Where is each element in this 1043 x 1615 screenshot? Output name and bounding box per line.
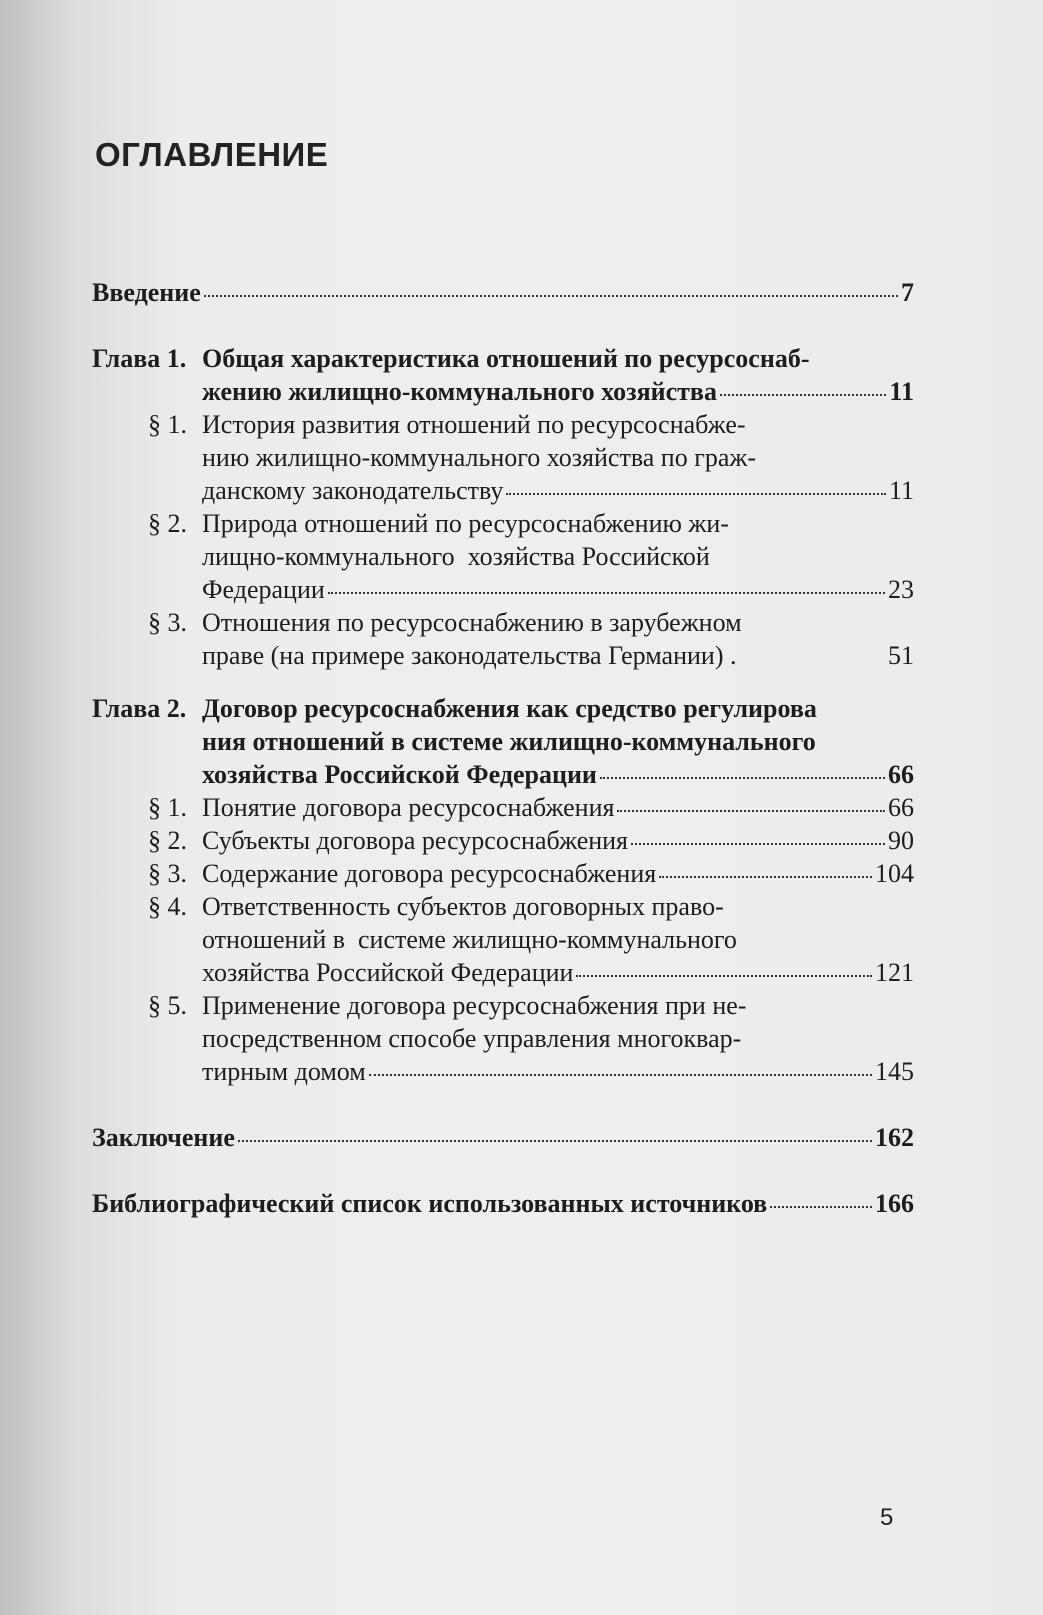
entry-title-line: Понятие договора ресурсоснабжения bbox=[202, 793, 615, 822]
section-label: § 3. bbox=[148, 608, 187, 637]
entry-title-line: Общая характеристика отношений по ресурсоснаб- bbox=[202, 344, 810, 373]
table-of-contents bbox=[92, 276, 914, 1220]
dot-leader bbox=[576, 975, 872, 977]
dot-leader bbox=[617, 810, 885, 812]
toc-entry-section-2-2[interactable] bbox=[148, 824, 914, 857]
toc-entry-bibliography[interactable] bbox=[92, 1187, 914, 1220]
dot-leader bbox=[369, 1074, 872, 1076]
entry-page: 11 bbox=[888, 476, 914, 505]
dot-leader bbox=[238, 1140, 872, 1142]
entry-title-line: Содержание договора ресурсоснабжения bbox=[202, 859, 657, 888]
entry-title-line: хозяйства Российской Федерации bbox=[202, 958, 574, 987]
entry-title-line: хозяйства Российской Федерации bbox=[202, 760, 597, 789]
section-label: § 2. bbox=[148, 509, 187, 538]
entry-page: 7 bbox=[901, 278, 914, 307]
toc-entry-section-1-3[interactable] bbox=[148, 606, 914, 672]
entry-title-line: ния отношений в системе жилищно-коммунального bbox=[202, 727, 816, 756]
entry-page: 121 bbox=[875, 958, 914, 987]
page-number: 5 bbox=[880, 1504, 894, 1531]
toc-entry-section-2-5[interactable] bbox=[148, 989, 914, 1088]
entry-title-line: Применение договора ресурсоснабжения при не- bbox=[202, 991, 747, 1020]
entry-page: 90 bbox=[888, 826, 914, 855]
entry-title-line: жению жилищно-коммунального хозяйства bbox=[202, 377, 717, 406]
toc-entry-chapter-2[interactable] bbox=[92, 692, 914, 791]
entry-title-line: Ответственность субъектов договорных право- bbox=[202, 892, 724, 921]
entry-title-line: праве (на примере законодательства Германии) . bbox=[202, 641, 737, 670]
entry-title-line: отношений в системе жилищно-коммунального bbox=[202, 925, 737, 954]
dot-leader bbox=[631, 843, 885, 845]
dot-leader bbox=[659, 876, 872, 878]
dot-leader bbox=[506, 493, 886, 495]
entry-page: 23 bbox=[888, 575, 914, 604]
entry-page: 66 bbox=[888, 760, 914, 789]
entry-title: Введение bbox=[92, 278, 201, 307]
entry-title-line: посредственном способе управления многоквар- bbox=[202, 1024, 742, 1053]
entry-title-line: Отношения по ресурсоснабжению в зарубежном bbox=[202, 608, 742, 637]
dot-leader bbox=[204, 295, 898, 297]
section-label: § 3. bbox=[148, 859, 187, 888]
toc-entry-section-2-3[interactable] bbox=[148, 857, 914, 890]
entry-title-line: лищно-коммунального хозяйства Российской bbox=[202, 542, 710, 571]
entry-page: 166 bbox=[875, 1189, 914, 1218]
chapter-label: Глава 1. bbox=[92, 344, 187, 373]
section-label: § 4. bbox=[148, 892, 187, 921]
section-label: § 2. bbox=[148, 826, 187, 855]
dot-leader bbox=[770, 1206, 872, 1208]
toc-entry-section-1-2[interactable] bbox=[148, 507, 914, 606]
entry-page: 145 bbox=[875, 1057, 914, 1086]
entry-page: 162 bbox=[875, 1123, 914, 1152]
section-label: § 1. bbox=[148, 793, 187, 822]
entry-title-line: Субъекты договора ресурсоснабжения bbox=[202, 826, 629, 855]
toc-entry-introduction[interactable] bbox=[92, 276, 914, 309]
entry-title-line: данскому законодательству bbox=[202, 476, 504, 505]
entry-title-line: Договор ресурсоснабжения как средство регулирова bbox=[202, 694, 817, 723]
chapter-label: Глава 2. bbox=[92, 694, 187, 723]
dot-leader bbox=[600, 777, 885, 779]
entry-title: Заключение bbox=[92, 1123, 235, 1152]
toc-entry-conclusion[interactable] bbox=[92, 1121, 914, 1154]
section-label: § 1. bbox=[148, 410, 187, 439]
entry-title: Библиографический список использованных источников bbox=[92, 1189, 768, 1218]
dot-leader bbox=[328, 592, 885, 594]
entry-title-line: тирным домом bbox=[202, 1057, 366, 1086]
toc-heading: ОГЛАВЛЕНИЕ bbox=[95, 136, 329, 173]
entry-page: 104 bbox=[875, 859, 914, 888]
toc-entry-section-2-1[interactable] bbox=[148, 791, 914, 824]
entry-title-line: нию жилищно-коммунального хозяйства по граж- bbox=[202, 443, 757, 472]
dot-leader bbox=[720, 394, 886, 396]
entry-title-line: Федерации bbox=[202, 575, 325, 604]
entry-title-line: Природа отношений по ресурсоснабжению жи- bbox=[202, 509, 729, 538]
entry-page: 11 bbox=[889, 377, 914, 406]
toc-entry-section-2-4[interactable] bbox=[148, 890, 914, 989]
toc-entry-chapter-1[interactable] bbox=[92, 342, 914, 408]
toc-entry-section-1-1[interactable] bbox=[148, 408, 914, 507]
entry-page: 66 bbox=[888, 793, 914, 822]
entry-page: 51 bbox=[888, 641, 914, 670]
entry-title-line: История развития отношений по ресурсоснабже- bbox=[202, 410, 746, 439]
section-label: § 5. bbox=[148, 991, 187, 1020]
